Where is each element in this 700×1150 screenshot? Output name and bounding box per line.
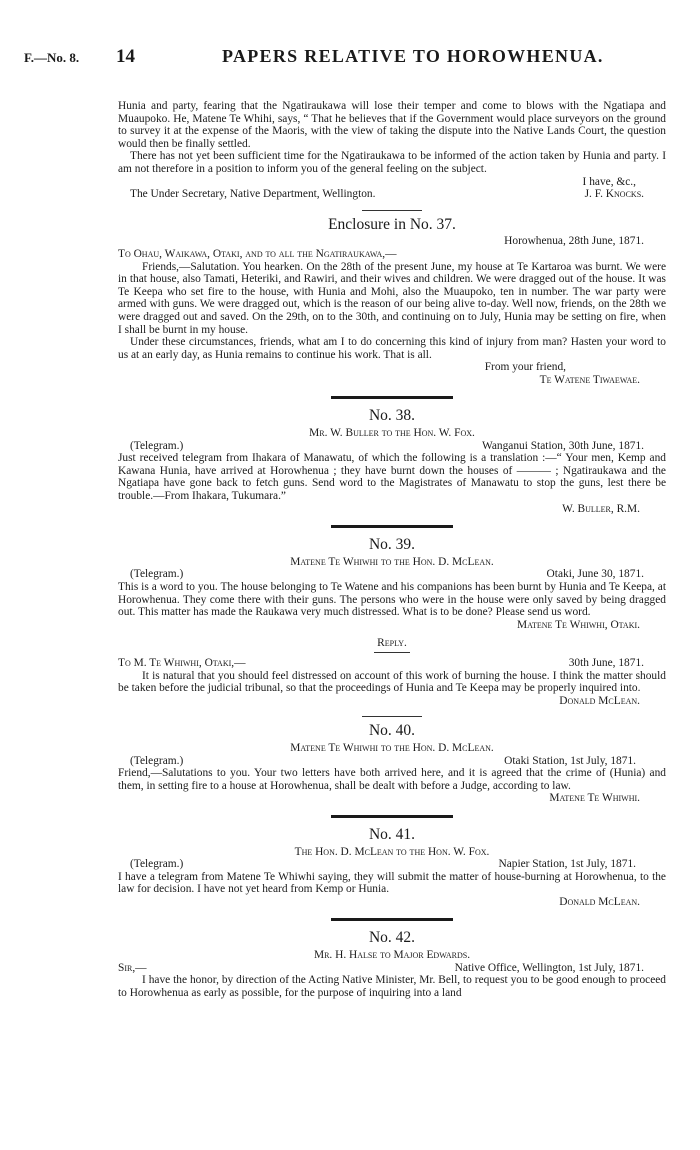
section-heading: No. 38.	[368, 407, 416, 425]
paragraph: Friends,—Salutation. You hearken. On the 28th of the present June, my house at Te Kartaroa was burnt. We were in that house, also Tamati, Heteriki, and Rawiri, and their wives and children. We were dragged out of the house. It was Te Keepa who set fire to the house, with Hunia and Mohi, also the Muaupoko, ten in number. The war party were armed with guns. We were dragged out, which is the reason of our being alive to-day. Well now, friends, on the 28th we were dragged out and saved. On the 29th, on to the 30th, and continuing on to July, Hunia may be setting on fire, when I shall be burnt in my house.	[118, 260, 666, 336]
divider	[331, 815, 453, 818]
telegram-label: (Telegram.)	[130, 568, 184, 581]
document-no-38	[118, 407, 666, 515]
from-to-line: Mr. W. Buller to the Hon. W. Fox.	[309, 427, 475, 440]
from-to-line: Matene Te Whiwhi to the Hon. D. McLean.	[290, 741, 494, 754]
reply-address: To M. Te Whiwhi, Otaki,—	[118, 656, 246, 669]
place-date: Horowhenua, 28th June, 1871.	[504, 235, 644, 248]
place-date: Otaki Station, 1st July, 1871.	[504, 754, 636, 767]
paragraph: It is natural that you should feel distressed on account of this work of burning the house. I think the matter should be taken before the judicial tribunal, so that the proceedings of Hunia and Te Keepa may be properly inquired into.	[118, 669, 666, 695]
telegram-label: (Telegram.)	[130, 754, 184, 767]
address-line: To Ohau, Waikawa, Otaki, and to all the Ngatiraukawa,—	[118, 247, 397, 260]
paragraph: Under these circumstances, friends, what am I to do concerning this kind of injury from man? Hasten your word to us at an early day, as Hunia remains to continue his work. That is all.	[118, 336, 666, 361]
from-to-line: Matene Te Whiwhi to the Hon. D. McLean.	[290, 555, 494, 568]
divider	[362, 210, 422, 211]
running-title: PAPERS RELATIVE TO HOROWHENUA.	[222, 46, 604, 66]
paragraph: There has not yet been sufficient time for the Ngatiraukawa to be informed of the action taken by Hunia and party. I am not therefore in a position to inform you of the general feeling on the subject.	[118, 150, 666, 175]
from-to-line: The Hon. D. McLean to the Hon. W. Fox.	[294, 845, 490, 858]
signer: Matene Te Whiwhi, Otaki.	[516, 618, 640, 631]
telegram-label: (Telegram.)	[130, 439, 184, 452]
place-date: Napier Station, 1st July, 1871.	[498, 858, 636, 871]
document-body	[118, 100, 666, 999]
letter-36-continuation	[118, 100, 666, 201]
place-date: Wanganui Station, 30th June, 1871.	[481, 439, 644, 452]
telegram-row	[118, 858, 666, 871]
telegram-label: (Telegram.)	[130, 858, 184, 871]
reply-address-row	[118, 657, 666, 670]
closing: I have, &c.,	[582, 175, 636, 188]
place-date: Native Office, Wellington, 1st July, 1871.	[454, 961, 644, 974]
reply-date: 30th June, 1871.	[568, 656, 644, 669]
section-heading: Enclosure in No. 37.	[328, 215, 456, 233]
divider	[362, 716, 422, 717]
document-reference: F.—No. 8.	[24, 50, 80, 65]
paragraph: This is a word to you. The house belonging to Te Watene and his companions has been burnt by Hunia and Te Keepa, at Horowhenua. They come there with their guns. The persons who were in the house were only saved by being dragged out. This matter has made the Raukawa very much distressed. What is to be done? Please send us word.	[118, 581, 666, 619]
paragraph: Hunia and party, fearing that the Ngatiraukawa will lose their temper and come to blows with the Ngatiapa and Muaupoko. He, Matene Te Whihi, says, “ That he believes that if the Government would place surveyors on the ground to survey it at the expense of the Maoris, with the view of taking the dispute into the Native Lands Court, the question would then be finally settled.	[118, 100, 666, 150]
signer: W. Buller, R.M.	[562, 502, 640, 515]
signer: Donald McLean.	[559, 694, 640, 707]
section-heading: No. 41.	[368, 825, 416, 843]
divider	[331, 525, 453, 528]
page-number: 14	[116, 46, 135, 67]
signer: J. F. Knocks.	[584, 188, 644, 201]
section-heading: No. 40.	[368, 722, 416, 740]
document-no-39	[118, 536, 666, 707]
telegram-row	[118, 755, 666, 768]
place-date: Otaki, June 30, 1871.	[546, 568, 644, 581]
telegram-row	[118, 568, 666, 581]
paragraph: Friend,—Salutations to you. Your two letters have both arrived here, and it is agreed that the crime of (Hunia) and them, in setting fire to a house at Horowhenua, shall be dealt with before a Judge, according to law.	[118, 767, 666, 792]
divider	[331, 918, 453, 921]
telegram-row	[118, 440, 666, 453]
reply-heading: Reply.	[377, 637, 407, 650]
document-no-40	[118, 722, 666, 805]
divider	[374, 652, 410, 653]
section-heading: No. 42.	[368, 929, 416, 947]
closing: From your friend,	[484, 361, 566, 374]
document-no-41	[118, 825, 666, 909]
paragraph: I have a telegram from Matene Te Whiwhi saying, they will submit the matter of house-burning at Horowhenua, to the law for decision. I have not yet heard from Kemp or Hunia.	[118, 870, 666, 896]
from-to-line: Mr. H. Halse to Major Edwards.	[313, 949, 471, 962]
salutation-row	[118, 962, 666, 975]
divider	[331, 396, 453, 399]
document-no-42	[118, 929, 666, 999]
salutation: Sir,—	[118, 961, 147, 974]
paragraph: I have the honor, by direction of the Acting Native Minister, Mr. Bell, to request you to be good enough to proceed to Horowhenua as early as possible, for the purpose of inquiring into a land	[118, 974, 666, 999]
signer: Matene Te Whiwhi.	[549, 792, 640, 805]
page-header	[0, 46, 700, 72]
address-signature-row	[118, 188, 666, 201]
section-heading: No. 39.	[368, 536, 416, 554]
enclosure-37	[118, 215, 666, 387]
signer: Te Watene Tiwaewae.	[539, 373, 640, 386]
addressee: The Under Secretary, Native Department, Wellington.	[130, 188, 376, 201]
paragraph: Just received telegram from Ihakara of Manawatu, of which the following is a translation :—“ Your men, Kemp and Kawana Hunia, have arrived at Horowhenua ; they have burnt down the houses of ——— ; Ngatiraukawa and the Ngatiapa have gone back to fetch guns. Send word to the Magistrates of Manawatu to stop the guns, lest there be trouble.—From Ihakara, Tukumara.”	[118, 452, 666, 503]
signer: Donald McLean.	[559, 895, 640, 908]
